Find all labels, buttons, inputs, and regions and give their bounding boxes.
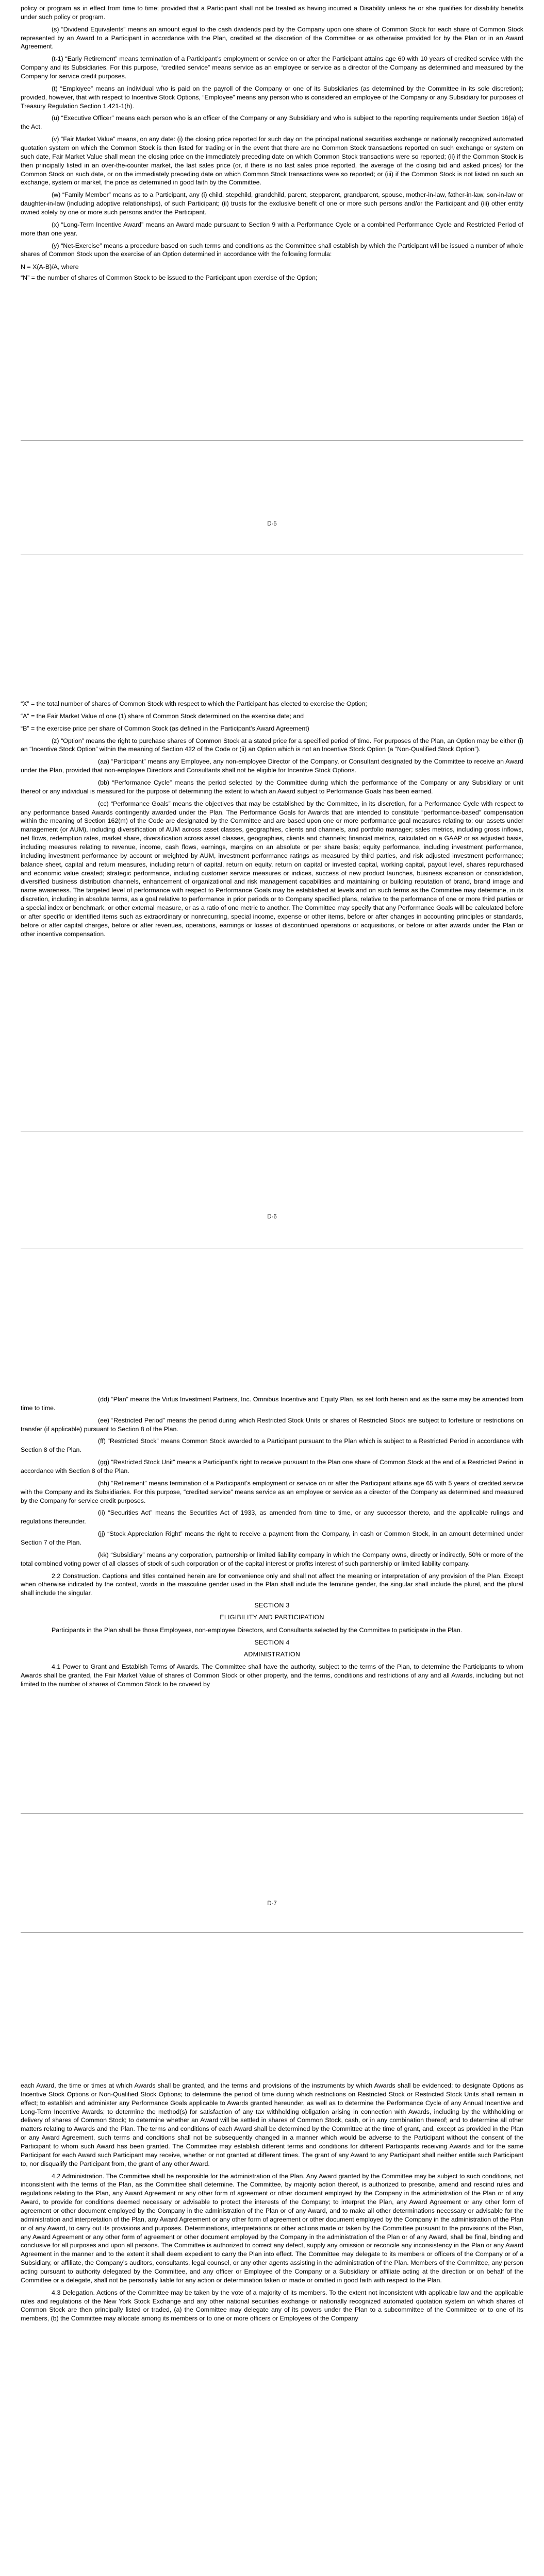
definition-aa: (aa) “Participant” means any Employee, any non-employee Director of the Company, or Consultant designated by the Committee to receive an Award under the Plan, provided that non-employee Directors and Consultants shall not be eligible for Incentive Stock Options. (21, 758, 523, 774)
definition-t: (t) “Employee” means an individual who is paid on the payroll of the Company or one of its Subsidiaries (as determined by the Committee in its sole discretion); provided, however, that with respect to Incentive Stock Options, “Employee” means any person who is considered an employee of the Company or any Subsidiary for purposes of Treasury Regulation Section 1.421-1(h). (21, 84, 523, 110)
formula-x-definition: “X” = the total number of shares of Common Stock with respect to which the Participant has elected to exercise the Option; (21, 700, 367, 707)
definition-kk: (kk) “Subsidiary” means any corporation, partnership or limited liability company in which the Company owns, directly or indirectly, 50% or more of the total combined voting power of all classes of stock of such corporation or of the capital interest or profits interest of such partnership or limited liability company. (21, 1551, 523, 1567)
formula-n-definition: “N” = the number of shares of Common Stock to be issued to the Participant upon exercise of the Option; (21, 274, 318, 282)
definition-s: (s) “Dividend Equivalents” means an amount equal to the cash dividends paid by the Company upon one share of Common Stock for each share of Common Stock represented by an Award to a Participant in accordance with the Plan, credited at the discretion of the Committee or as otherwise provided for by the Plan or in an Award Agreement. (21, 25, 523, 50)
definition-hh: (hh) “Retirement” means termination of a Participant’s employment or service on or after the Participant attains age 65 with 5 years of credited service with the Company and its Subsidiaries. For this purpose, “credited service” means service as an employee or service as a director of the Company as determined and measured by the Company for service credit purposes. (21, 1479, 523, 1504)
section-2-2: 2.2 Construction. Captions and titles contained herein are for convenience only and shall not affect the meaning or interpretation of any provision of the Plan. Except when otherwise indicated by the context, words in the masculine gender used in the Plan shall include the feminine gender, the singular shall include the plural, and the plural shall include the singular. (21, 1572, 523, 1597)
definition-cc: (cc) “Performance Goals” means the objectives that may be established by the Committee, in its discretion, for a Performance Cycle with respect to any performance based Awards contingently awarded under the Plan. The Performance Goals for Awards that are intended to constitute “performance-based” compensation within the meaning of Section 162(m) of the Code are designated by the Committee and are based upon one or more performance goal measures relating to: our assets under management (or AUM), including diversification of AUM across asset classes, geographies, clients and channels, and portfolio manager; sales metrics, including gross inflows, net flows, redemption rates, market share, diversification across asset classes, geographies, clients and channels; financial metrics, calculated on a GAAP or as adjusted basis, including measures relating to revenue, income, cash flows, earnings, margins on an absolute or per share basis; equity performance, including investment performance, including investment performance by account or weighted by AUM, investment performance ratings as measured by third parties, and risk adjusted investment performance; balance sheet, capital and return measures, including return of capital, return on equity, return on capital or invested capital, working capital, payout level, shares repurchased and economic value created; strategic performance, including customer service measures or indices, success of new product launches, business expansion or consolidation, diversified business distribution channels, enhancement of organizational and risk management capabilities and maintaining or building reputation of brand, brand image and name awareness. The targeted level of performance with respect to Performance Goals may be established at levels and on such terms as the Committee may determine, in its discretion, including in absolute terms, as a goal relative to performance in prior periods or to Company specified plans, relative to the performance of one or more third parties or a special index or benchmark, or other external measure, or as a ratio of one metric to another. The Committee may specify that any Performance Goals will be calculated before or after specific or identified items such as extraordinary or nonrecurring, special income, expense or other items, before or after changes in accounting principles or standards, before or after capital charges, before or after revenues, operations, earnings or losses of discontinued operations or acquisitions, or before or after awards under the Plan or other incentive compensation. (21, 800, 523, 938)
definition-x: (x) “Long-Term Incentive Award” means an Award made pursuant to Section 9 with a Performance Cycle or a combined Performance Cycle and Restricted Period of more than one year. (21, 221, 523, 237)
definition-t1: (t-1) “Early Retirement” means termination of a Participant’s employment or service on or after the Participant attains age 60 with 10 years of credited service with the Company and its Subsidiaries. For this purpose, “credited service” means service as an employee or service as a director of the Company as determined and measured by the Company for service credit purposes. (21, 55, 523, 80)
section-4-2: 4.2 Administration. The Committee shall be responsible for the administration of the Plan. Any Award granted by the Committee may be subject to such conditions, not inconsistent with the terms of the Plan, as the Committee shall determine. The Committee, by majority action thereof, is authorized to prescribe, amend and rescind rules and regulations relating to the Plan, any Award Agreement or any other form of agreement or other document employed by the Company in the administration of the Plan or of any Award, to provide for conditions deemed necessary or advisable to protect the interests of the Company; to interpret the Plan, any Award Agreement or any other form of agreement or other document employed by the Company in the administration of the Plan or of any Award, and to make all other determinations necessary or advisable for the administration and interpretation of the Plan, any Award Agreement or any other form of agreement or other document employed by the Company in the administration of the Plan or of any Award, to carry out its provisions and purposes. Determinations, interpretations or other actions made or taken by the Committee pursuant to the provisions of the Plan, any Award Agreement or any other form of agreement or other document employed by the Company in the administration of the Plan or of any Award, shall be final, binding and conclusive for all purposes and upon all persons. The Committee is authorized to correct any defect, supply any omission or reconcile any inconsistency in the Plan or any Award Agreement in the manner and to the extent it shall deem expedient to carry the Plan into effect. The Committee may delegate to its members or officers of the Company or of a Subsidiary, or affiliate, the Company’s auditors, consultants, legal counsel, or any other agents assisting in the administration of the Plan. Members of the Committee, any person acting pursuant to authority delegated by the Committee, and any officer or Employee of the Company or a Subsidiary or affiliate acting at the direction or on behalf of the Committee or a delegate, shall not be personally liable for any action or determination taken or made or omitted in good faith with respect to the Plan. (21, 2172, 523, 2284)
paragraph: policy or program as in effect from time to time; provided that a Participant shall not be treated as having incurred a Disability unless he or she qualifies for disability benefits under such policy or program. (21, 5, 523, 21)
section-4-3: 4.3 Delegation. Actions of the Committee may be taken by the vote of a majority of its members. To the extent not inconsistent with applicable law and the applicable rules and regulations of the New York Stock Exchange and any other national securities exchange or nationally recognized automated quotation system on which shares of Common Stock are then principally listed or traded, (a) the Committee may delegate any of its powers under the Plan to a subcommittee of the Committee or to one of its members, (b) the Committee may allocate among its members or to one or more officers or Employees of the Company (21, 2289, 523, 2323)
definition-dd: (dd) “Plan” means the Virtus Investment Partners, Inc. Omnibus Incentive and Equity Plan, as set forth herein and as the same may be amended from time to time. (21, 1396, 523, 1412)
definition-jj: (jj) “Stock Appreciation Right” means the right to receive a payment from the Company, in cash or Common Stock, in an amount determined under Section 7 of the Plan. (21, 1530, 523, 1547)
definition-ee: (ee) “Restricted Period” means the period during which Restricted Stock Units or shares of Restricted Stock are subject to forfeiture or restrictions on transfer (if applicable) pursuant to Section 8 of the Plan. (21, 1416, 523, 1433)
definition-v: (v) “Fair Market Value” means, on any date: (i) the closing price reported for such day on the principal national securities exchange or nationally recognized automated quotation system on which the Common Stock is then listed for trading or in the event that there are no Common Stock transactions reported on such exchange or system on such date, Fair Market Value shall mean the closing price on the immediately preceding date on which Common Stock transactions were so reported; (ii) if the Common Stock is then principally listed in an over-the-counter market, the last sales price (or, if there is no last sales price reported, the average of the closing bid and asked prices) for the Common Stock on such date, or on the immediately preceding date on which Common Stock transactions were so reported; or (iii) if the Common Stock is not listed on such an exchange, system or market, the price as determined in good faith by the Committee. (21, 135, 523, 187)
page-d6 (21, 700, 523, 942)
net-exercise-formula: N = X(A-B)/A, where (21, 263, 79, 271)
definition-bb: (bb) “Performance Cycle” means the period selected by the Committee during which the performance of the Company or any Subsidiary or unit thereof or any individual is measured for the purpose of determining the extent to which an Award subject to Performance Goals has been earned. (21, 779, 523, 795)
page-divider (21, 440, 523, 441)
page-d5 (21, 4, 523, 286)
page-number: D-7 (267, 1901, 277, 1907)
definition-w: (w) “Family Member” means as to a Participant, any (i) child, stepchild, grandchild, parent, stepparent, grandparent, spouse, mother-in-law, father-in-law, son-in-law or daughter-in-law (including adoptive relationships), of such Participant; (ii) trusts for the exclusive benefit of one or more such persons and/or the Participant and (iii) other entity owned solely by one or more such persons and/or the Participant. (21, 191, 523, 216)
page-number: D-5 (267, 521, 277, 527)
formula-b-definition: “B” = the exercise price per share of Common Stock (as defined in the Participant’s Award Agreement) (21, 724, 309, 732)
page-d8 (21, 2081, 523, 2327)
page-divider (21, 1932, 523, 1933)
section-4-1-continued: each Award, the time or times at which Awards shall be granted, and the terms and provisions of the instruments by which Awards shall be evidenced; to designate Options as Incentive Stock Options or Non-Qualified Stock Options; to determine the period of time during which restrictions on Restricted Stock or Restricted Stock Units shall remain in effect; to establish and administer any Performance Goals applicable to Awards granted hereunder, as well as to determine the Performance Cycle of any Annual Incentive and Long-Term Incentive Awards; to determine the method(s) for satisfaction of any tax withholding obligation arising in connection with Awards, including by the withholding or delivery of shares of Common Stock; to determine whether an Award will be settled in shares of Common Stock, cash, or in any combination thereof; and to determine all other matters relating to Awards and the Plan. The terms and conditions of each Award shall be determined by the Committee at the time of grant, and, except as provided in the Plan or any Award Agreement, such terms and conditions shall not be subsequently changed in a manner which would be adverse to the Participant without the consent of the Participant to whom such Award has been granted. The Committee may establish different terms and conditions for different Participants receiving Awards and for the same Participant for each Award such Participant may receive, whether or not granted at different times. The grant of any Award to any Participant shall neither entitle such Participant to, nor disqualify the Participant from, the grant of any other Award. (21, 2082, 523, 2167)
section-3-name: ELIGIBILITY AND PARTICIPATION (220, 1614, 324, 1621)
section-3-body: Participants in the Plan shall be those Employees, non-employee Directors, and Consultants selected by the Committee to participate in the Plan. (52, 1626, 463, 1634)
definition-ii: (ii) “Securities Act” means the Securities Act of 1933, as amended from time to time, or any successor thereto, and the applicable rulings and regulations thereunder. (21, 1509, 523, 1526)
section-4-name: ADMINISTRATION (243, 1650, 301, 1658)
definition-u: (u) “Executive Officer” means each person who is an officer of the Company or any Subsidiary and who is subject to the reporting requirements under Section 16(a) of the Act. (21, 114, 523, 131)
formula-a-definition: “A” = the Fair Market Value of one (1) share of Common Stock determined on the exercise date; and (21, 712, 304, 720)
section-4-title: SECTION 4 (254, 1638, 290, 1646)
definition-y: (y) “Net-Exercise” means a procedure based on such terms and conditions as the Committee shall establish by which the Participant will be issued a number of whole shares of Common Stock upon the exercise of an Option determined in accordance with the following formula: (21, 242, 523, 258)
section-3-title: SECTION 3 (254, 1602, 290, 1609)
page-d7 (21, 1395, 523, 1692)
definition-gg: (gg) “Restricted Stock Unit” means a Participant’s right to receive pursuant to the Plan one share of Common Stock at the end of a Restricted Period in accordance with Section 8 of the Plan. (21, 1459, 523, 1475)
page-number: D-6 (267, 1214, 277, 1220)
definition-z: (z) “Option” means the right to purchase shares of Common Stock at a stated price for a specified period of time. For purposes of the Plan, an Option may be either (i) an “Incentive Stock Option” within the meaning of Section 422 of the Code or (ii) an Option which is not an Incentive Stock Option (a “Non-Qualified Stock Option”). (21, 737, 523, 753)
definition-ff: (ff) “Restricted Stock” means Common Stock awarded to a Participant pursuant to the Plan which is subject to a Restricted Period in accordance with Section 8 of the Plan. (21, 1437, 523, 1454)
section-4-1: 4.1 Power to Grant and Establish Terms of Awards. The Committee shall have the authority, subject to the terms of the Plan, to determine the Participants to whom Awards shall be granted, the Fair Market Value of shares of Common Stock or other property, and the terms, conditions and restrictions of any and all Awards, including but not limited to the number of shares of Common Stock to be covered by (21, 1663, 523, 1688)
